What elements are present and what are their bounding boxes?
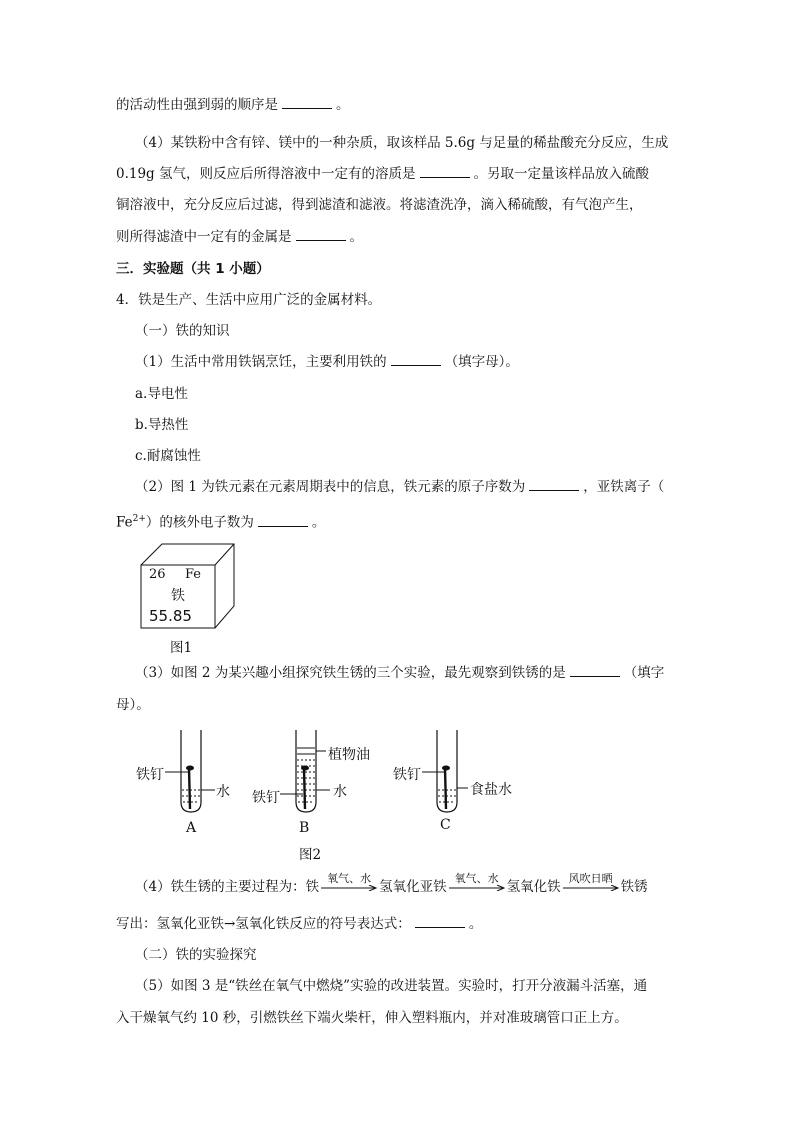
atomic-number: 26 [149,567,166,582]
answer-blank [391,353,441,366]
element-name: 铁 [171,588,185,604]
text-line: 入干燥氧气约 10 秒，引燃铁丝下端火柴杆，伸入塑料瓶内，并对准玻璃管口正上方。 [116,1010,628,1026]
reaction-arrow: 氧气、水 [321,873,377,891]
answer-blank [415,915,465,928]
tube-c-saltwater-label: 食盐水 [470,782,512,798]
text-line: 0.19g 氢气，则反应后所得溶液中一定有的溶质是 。另取一定量该样品放入硫酸 [116,166,649,182]
text-line: （4）某铁粉中含有锌、镁中的一种杂质，取该样品 5.6g 与足量的稀盐酸充分反应，生成 [135,135,669,151]
reaction-arrow: 风吹日晒 [563,873,619,891]
text-line: （3）如图 2 为某兴趣小组探究铁生锈的三个实验，最先观察到铁锈的是 （填字 [135,665,665,681]
text-line: 写出：氢氧化亚铁→氢氧化铁反应的符号表达式： 。 [116,916,483,932]
tube-b-nail-label: 铁钉 [252,790,280,806]
tube-b-label: B [299,820,310,836]
tube-a [165,730,215,812]
text-line: 母）。 [116,697,150,713]
tube-b [280,730,330,812]
part-heading: （二）铁的实验探究 [135,947,257,963]
tube-b-oil-label: 植物油 [328,747,370,763]
text-line: 的活动性由强到弱的顺序是 。 [116,97,350,113]
rusting-process-line: （4）铁生锈的主要过程为：铁 氧气、水 氢氧化亚铁 氧气、水 氢氧化铁 风吹日晒 铁锈 [135,871,648,895]
rusting-experiment-figure [130,724,530,864]
question-stem: 4．铁是生产、生活中应用广泛的金属材料。 [116,292,382,308]
answer-blank [258,514,308,527]
tube-a-nail-label: 铁钉 [136,767,164,783]
answer-blank [296,228,346,241]
section-heading: 三．实验题（共 1 小题） [116,261,270,277]
answer-blank [570,664,620,677]
tube-c-label: C [440,817,451,833]
answer-blank [420,165,470,178]
atomic-mass: 55.85 [149,607,192,625]
tube-c-nail-label: 铁钉 [393,767,421,783]
text-line: $Fe^{2+}$）的核外电子数为 。 [116,514,326,531]
option-c: c.耐腐蚀性 [135,448,201,464]
element-symbol: Fe [185,567,202,582]
text-line: （1）生活中常用铁锅烹饪，主要利用铁的 （填字母）。 [135,354,519,370]
periodic-element-figure [140,543,235,629]
answer-blank [529,478,579,491]
text-line: 则所得滤渣中一定有的金属是 。 [116,229,363,245]
tube-b-water-label: 水 [333,784,347,800]
figure1-caption: 图1 [170,640,193,656]
tube-c [422,730,468,812]
text-line: 铜溶液中，充分反应后过滤，得到滤渣和滤液。将滤渣洗净，滴入稀硫酸，有气泡产生， [116,197,643,213]
tube-a-water-label: 水 [216,784,230,800]
text-line: （2）图 1 为铁元素在元素周期表中的信息，铁元素的原子序数为 ，亚铁离子（ [135,479,665,495]
text-line: （5）如图 3 是“铁丝在氧气中燃烧”实验的改进装置。实验时，打开分液漏斗活塞，通 [135,978,648,994]
option-b: b.导热性 [135,417,189,433]
tube-a-label: A [186,820,197,836]
figure2-caption: 图2 [299,847,322,863]
option-a: a.导电性 [135,386,188,402]
reaction-arrow: 氧气、水 [449,873,505,891]
part-heading: （一）铁的知识 [135,323,230,339]
answer-blank [282,96,332,109]
